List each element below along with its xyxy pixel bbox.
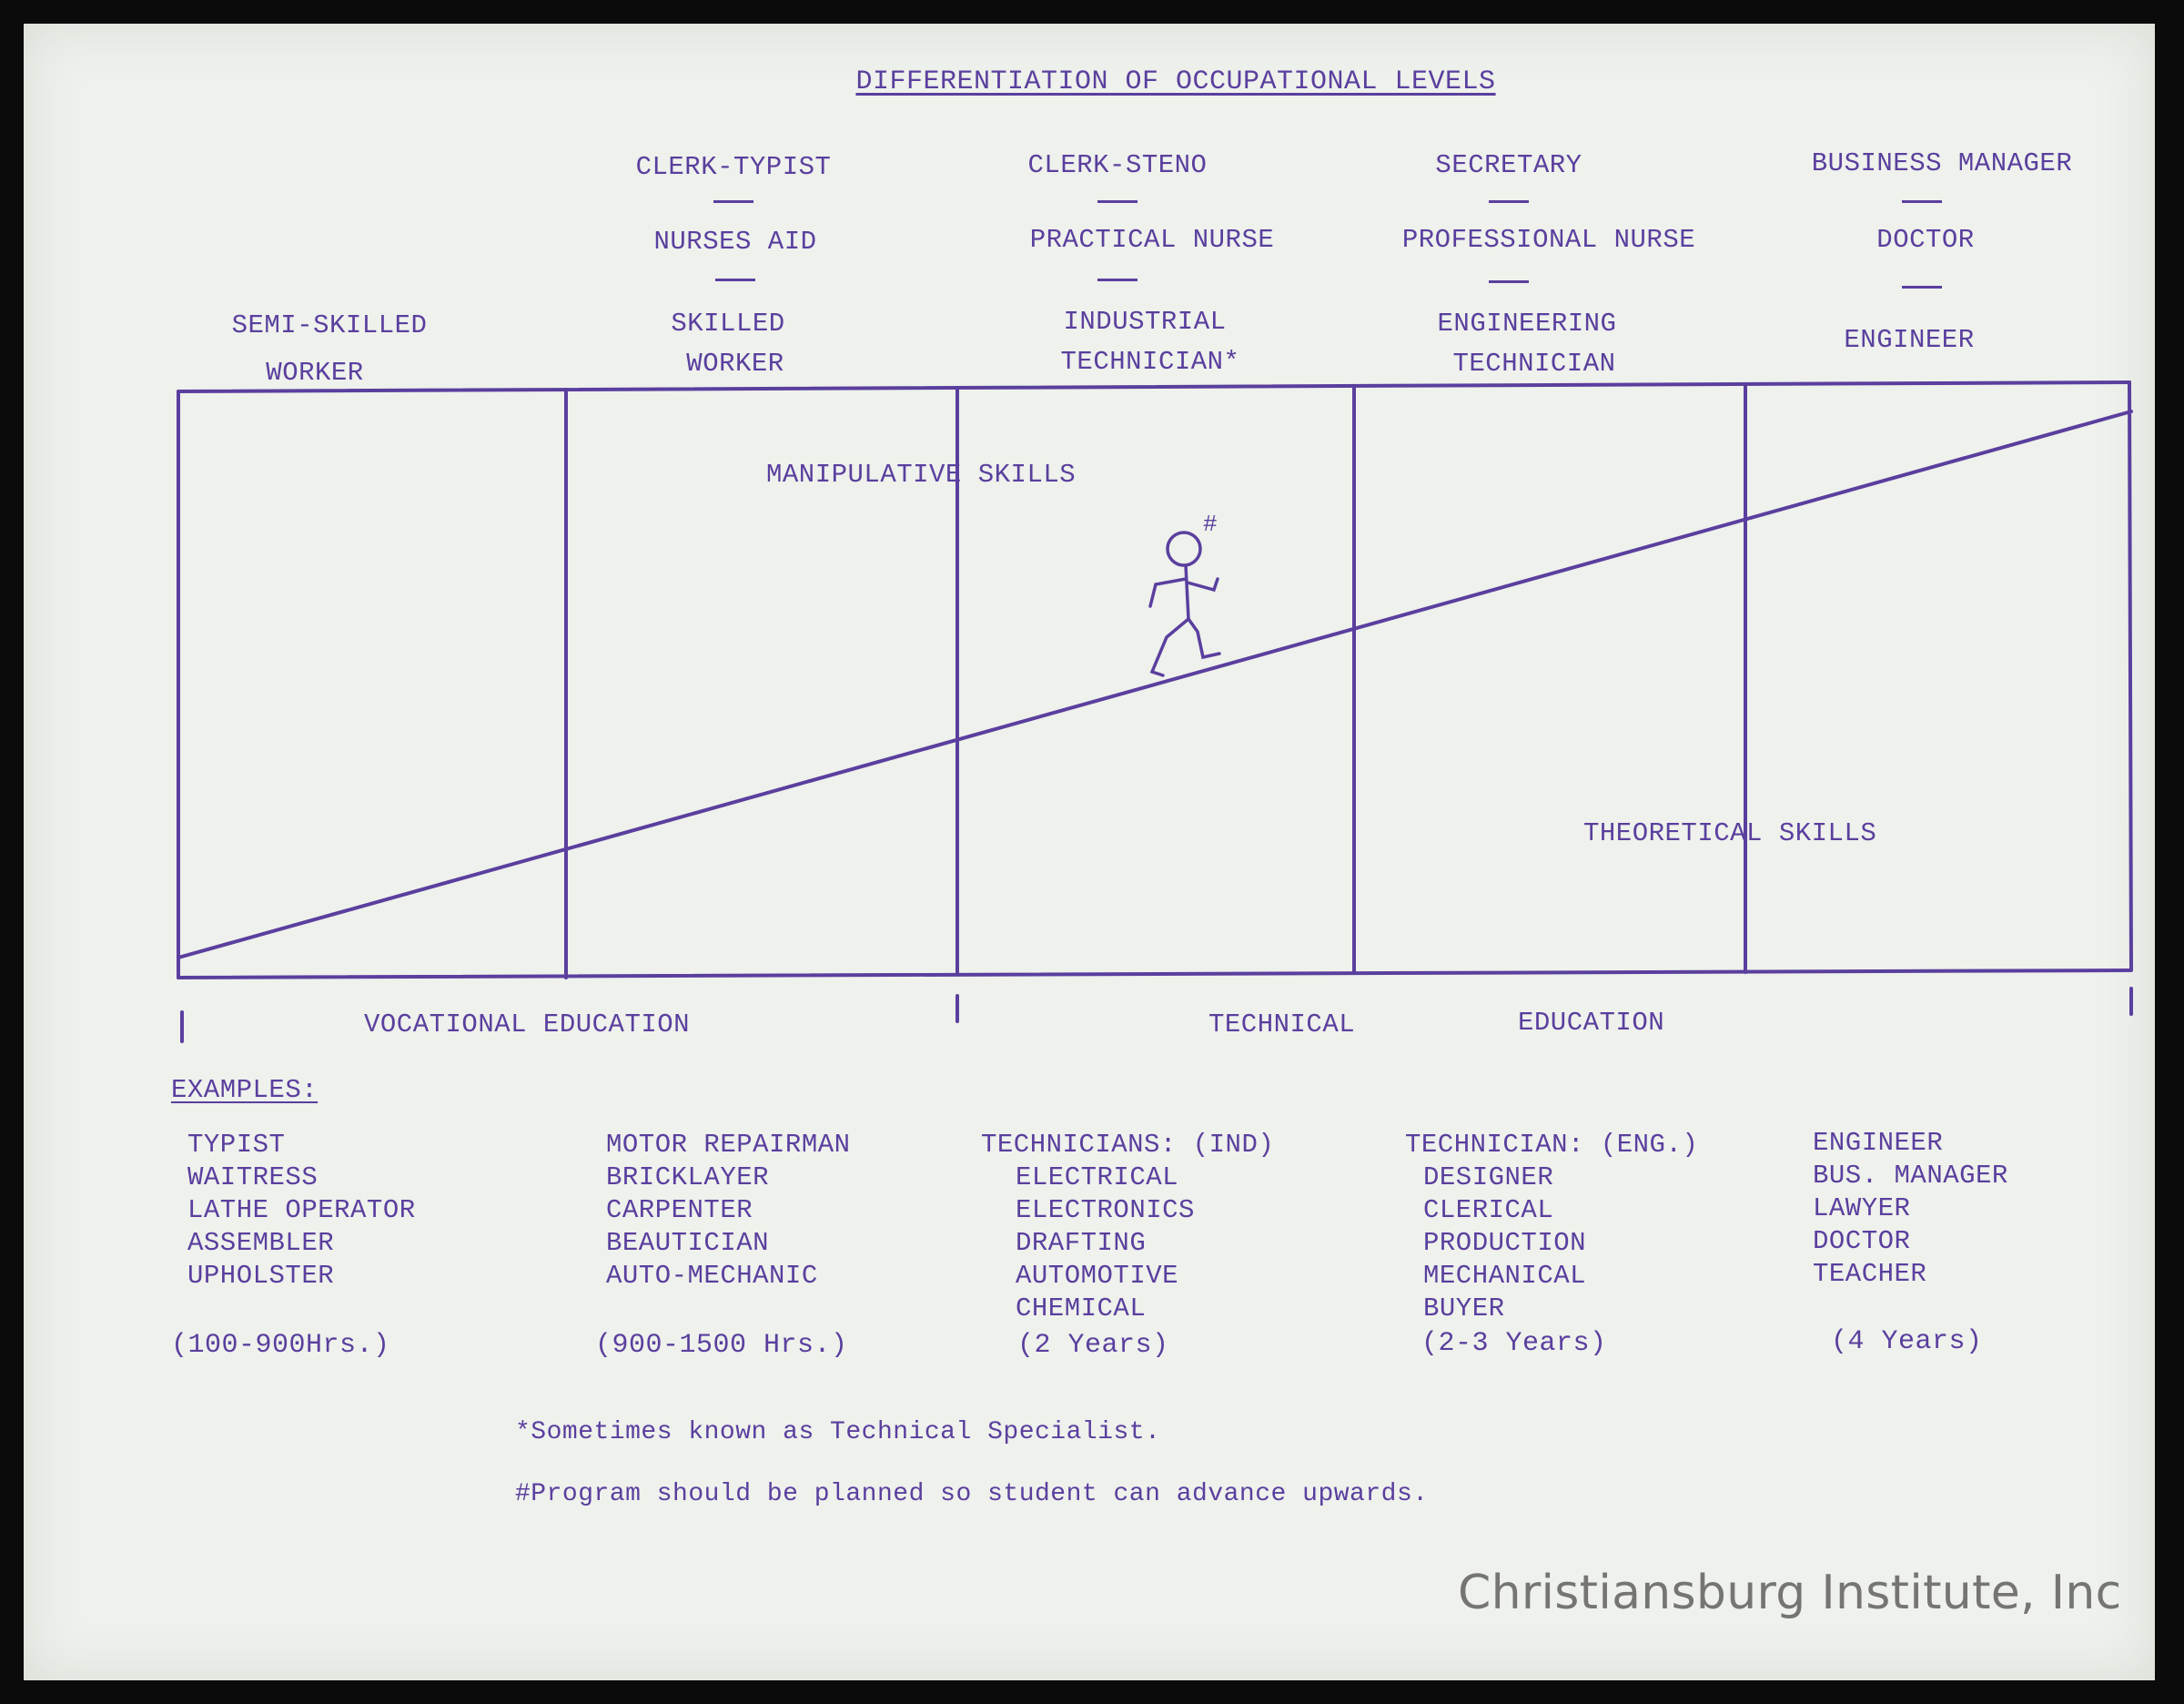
examples-column-4 [1423,1161,1586,1325]
figure-footnote-mark: # [1203,511,1218,538]
col5-mid-title: DOCTOR [1876,225,1975,255]
col5-level-line1: ENGINEER [1844,325,1975,355]
manipulative-skills-label: MANIPULATIVE SKILLS [766,460,1077,490]
examples-column-5 [1813,1127,2008,1291]
example-item: ELECTRICAL [1016,1162,1179,1192]
example-item: UPHOLSTER [187,1261,335,1291]
example-item: CHEMICAL [1016,1293,1147,1324]
technical-label: TECHNICAL [1208,1009,1356,1040]
col1-level-line2: WORKER [266,358,364,388]
example-item: PRODUCTION [1423,1228,1587,1258]
col3-level-line1: INDUSTRIAL [1063,307,1227,337]
examples-column-1 [187,1129,416,1293]
example-item: ELECTRONICS [1016,1195,1195,1225]
examples-heading: EXAMPLES: [171,1075,318,1105]
example-item: WAITRESS [187,1162,318,1192]
example-item: DOCTOR [1813,1226,1911,1256]
examples-column-2 [606,1129,851,1293]
example-item: MECHANICAL [1423,1261,1587,1291]
examples-col-3-heading: TECHNICIANS: (IND) [981,1130,1275,1160]
col3-top-title: CLERK-STENO [1027,150,1208,180]
duration-col-1: (100-900Hrs.) [171,1330,390,1361]
col1-level-line1: SEMI-SKILLED [231,310,428,340]
footnote-asterisk: *Sometimes known as Technical Specialist. [515,1418,1161,1446]
example-item: LAWYER [1813,1193,1911,1223]
vocational-education-label: VOCATIONAL EDUCATION [364,1009,691,1040]
skills-dividing-line [178,411,2131,958]
examples-column-3 [1016,1161,1195,1325]
col2-level-line1: SKILLED [671,309,785,339]
document-title: DIFFERENTIATION OF OCCUPATIONAL LEVELS [855,66,1496,97]
example-item: MOTOR REPAIRMAN [606,1130,851,1160]
col2-top-title: CLERK-TYPIST [635,152,832,182]
climbing-stick-figure [1150,532,1219,675]
col4-top-title: SECRETARY [1435,150,1582,180]
box-top-edge [178,382,2129,391]
example-item: BUYER [1423,1293,1505,1324]
example-item: ENGINEER [1813,1128,1944,1158]
examples-col-4-heading: TECHNICIAN: (ENG.) [1405,1130,1699,1160]
example-item: BRICKLAYER [606,1162,770,1192]
example-item: DESIGNER [1423,1162,1554,1192]
col2-level-line2: WORKER [686,349,784,379]
duration-col-3: (2 Years) [1017,1330,1169,1361]
col3-mid-title: PRACTICAL NURSE [1029,225,1275,255]
box-right-edge [2129,382,2131,970]
example-item: CLERICAL [1423,1195,1554,1225]
example-item: AUTO-MECHANIC [606,1261,818,1291]
example-item: BEAUTICIAN [606,1228,770,1258]
example-item: CARPENTER [606,1195,753,1225]
col4-level-line1: ENGINEERING [1437,309,1617,339]
col4-mid-title: PROFESSIONAL NURSE [1401,225,1696,255]
col3-level-line2: TECHNICIAN* [1060,347,1240,377]
example-item: ASSEMBLER [187,1228,335,1258]
theoretical-skills-label: THEORETICAL SKILLS [1583,818,1877,848]
example-item: BUS. MANAGER [1813,1161,2008,1191]
box-bottom-edge [178,970,2129,978]
institution-watermark: Christiansburg Institute, Inc [1458,1566,2122,1620]
example-item: TYPIST [187,1130,286,1160]
example-item: AUTOMOTIVE [1016,1261,1179,1291]
col2-mid-title: NURSES AID [653,227,817,257]
example-item: TEACHER [1813,1259,1927,1289]
example-item: LATHE OPERATOR [187,1195,416,1225]
footnote-hash: #Program should be planned so student can advance upwards. [515,1480,1429,1508]
duration-col-4: (2-3 Years) [1421,1328,1607,1359]
duration-col-5: (4 Years) [1831,1326,1983,1357]
col5-top-title: BUSINESS MANAGER [1811,148,2073,178]
col4-level-line2: TECHNICIAN [1452,349,1616,379]
education-label: EDUCATION [1518,1008,1665,1038]
example-item: DRAFTING [1016,1228,1147,1258]
duration-col-2: (900-1500 Hrs.) [595,1330,848,1361]
